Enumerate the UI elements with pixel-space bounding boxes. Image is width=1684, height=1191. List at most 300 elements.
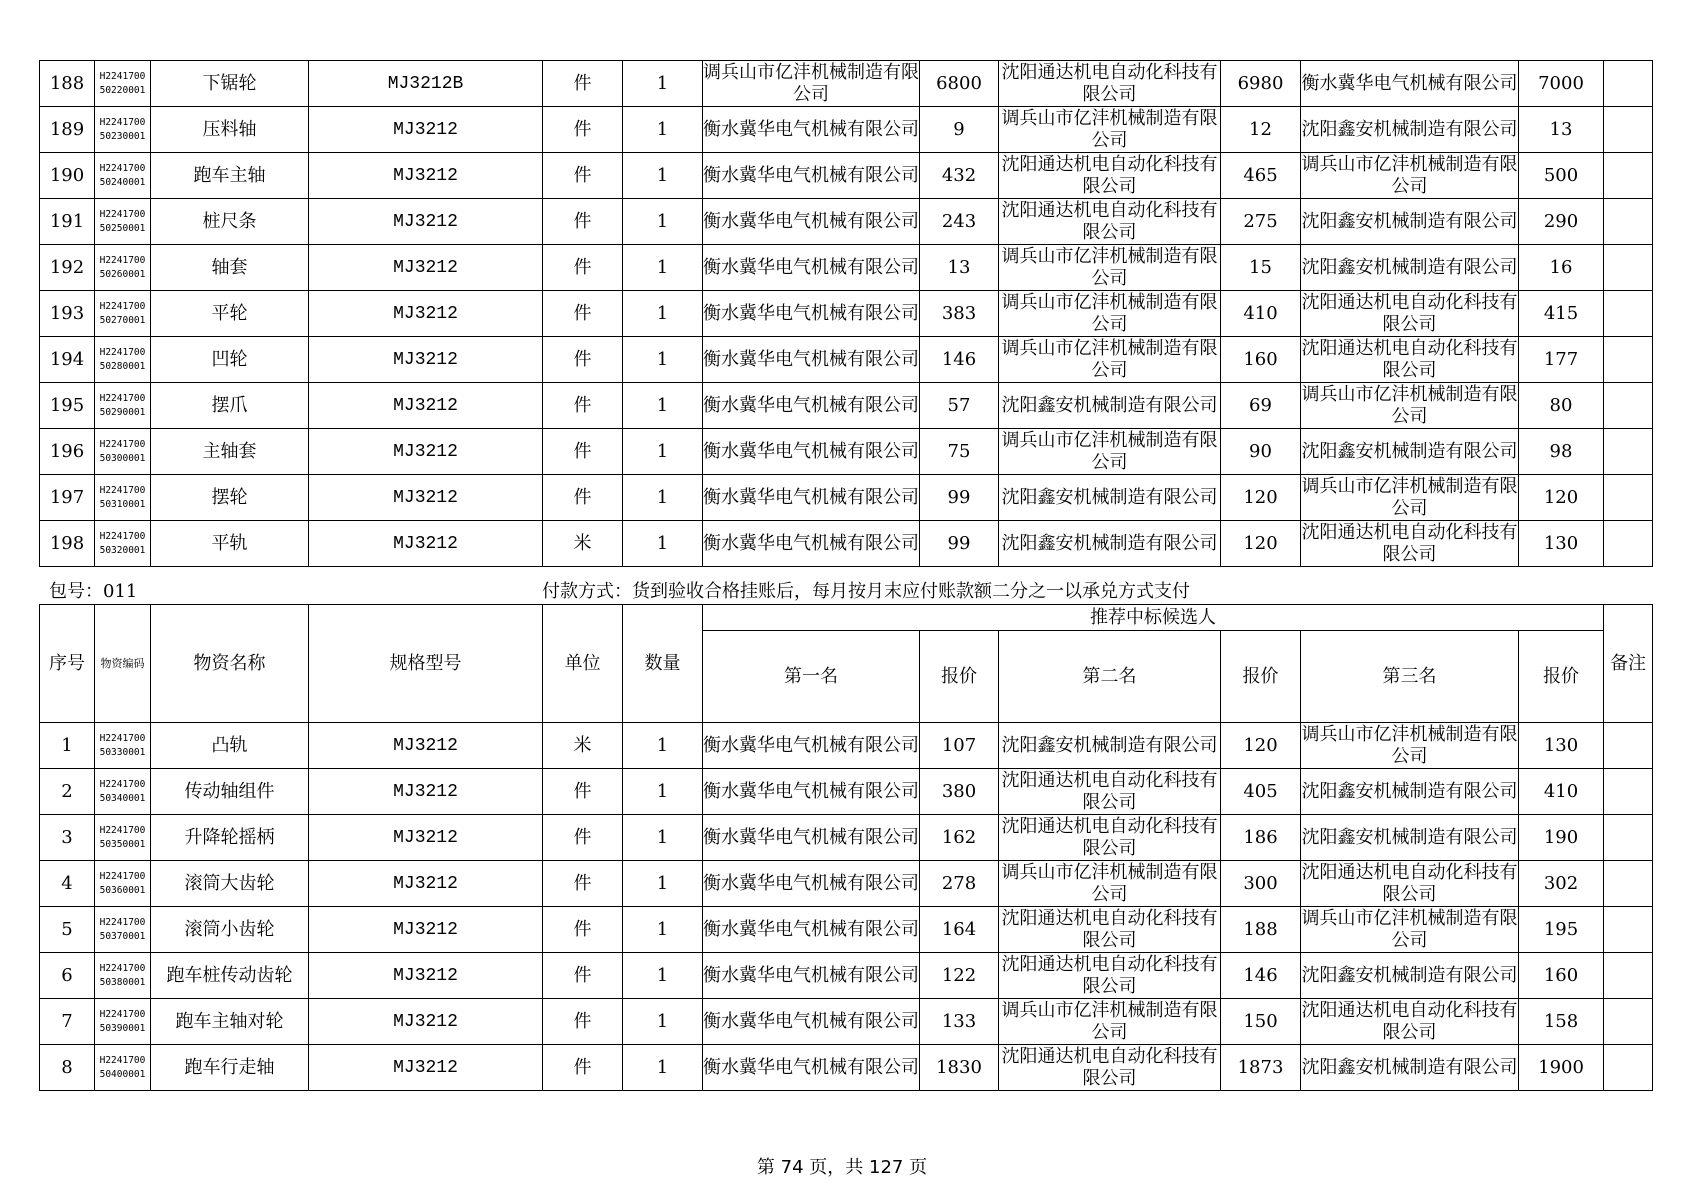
row-supplier-3: 沈阳鑫安机械制造有限公司 — [1301, 953, 1519, 999]
row-remark — [1604, 815, 1653, 861]
row-code-line: H2241700 — [99, 346, 146, 358]
row-price-2: 300 — [1221, 861, 1301, 907]
row-price-3: 130 — [1519, 521, 1604, 567]
row-code-line: H2241700 — [99, 870, 146, 882]
row-supplier-3: 沈阳鑫安机械制造有限公司 — [1301, 1045, 1519, 1091]
row-spec: MJ3212 — [309, 107, 543, 153]
row-no: 193 — [40, 291, 95, 337]
row-price-3: 290 — [1519, 199, 1604, 245]
row-supplier-3: 沈阳鑫安机械制造有限公司 — [1301, 199, 1519, 245]
row-price-1: 1830 — [920, 1045, 999, 1091]
table-row — [40, 383, 1653, 429]
row-supplier-3: 调兵山市亿沣机械制造有限公司 — [1301, 153, 1518, 197]
row-price-1: 243 — [920, 199, 999, 245]
table-row — [40, 815, 1653, 861]
row-price-1: 122 — [920, 953, 999, 999]
row-supplier-3: 沈阳通达机电自动化科技有限公司 — [1301, 861, 1518, 905]
table-row — [40, 521, 1653, 567]
row-code-line: 50330001 — [99, 746, 146, 758]
header-remark: 备注 — [1604, 605, 1653, 723]
row-code — [95, 383, 151, 429]
row-supplier-1: 衡水冀华电气机械有限公司 — [703, 383, 920, 429]
row-code-line: 50400001 — [99, 1068, 146, 1080]
row-code-line: 50220001 — [99, 84, 146, 96]
row-supplier-1: 衡水冀华电气机械有限公司 — [703, 907, 920, 953]
row-no: 4 — [40, 861, 95, 907]
row-code-line: H2241700 — [99, 824, 146, 836]
row-supplier-3: 沈阳鑫安机械制造有限公司 — [1301, 815, 1519, 861]
row-name: 凹轮 — [151, 337, 309, 383]
row-price-2: 120 — [1221, 521, 1301, 567]
row-code-line: 50290001 — [99, 406, 146, 418]
table-row — [40, 999, 1653, 1045]
package-info-row — [39, 581, 1652, 603]
row-name: 凸轨 — [151, 723, 309, 769]
row-code-line: H2241700 — [99, 162, 146, 174]
row-no: 191 — [40, 199, 95, 245]
row-spec: MJ3212 — [309, 475, 543, 521]
row-spec: MJ3212 — [309, 429, 543, 475]
row-code — [95, 475, 151, 521]
row-supplier-1: 衡水冀华电气机械有限公司 — [703, 107, 920, 153]
row-supplier-2: 沈阳通达机电自动化科技有限公司 — [999, 815, 1221, 861]
row-code-line: H2241700 — [99, 116, 146, 128]
row-remark — [1604, 61, 1653, 107]
row-price-2: 15 — [1221, 245, 1301, 291]
row-code-line: 50310001 — [99, 498, 146, 510]
row-code — [95, 953, 151, 999]
row-remark — [1604, 999, 1653, 1045]
row-supplier-2: 调兵山市亿沣机械制造有限公司 — [999, 861, 1221, 907]
row-supplier-1: 衡水冀华电气机械有限公司 — [703, 1045, 920, 1091]
row-price-1: 57 — [920, 383, 999, 429]
row-supplier-2: 沈阳通达机电自动化科技有限公司 — [999, 199, 1221, 245]
row-qty: 1 — [623, 153, 703, 199]
row-price-1: 6800 — [920, 61, 999, 107]
row-spec: MJ3212 — [309, 291, 543, 337]
row-qty: 1 — [623, 245, 703, 291]
table-row — [40, 107, 1653, 153]
row-supplier-2: 调兵山市亿沣机械制造有限公司 — [999, 245, 1221, 291]
row-supplier-2: 沈阳通达机电自动化科技有限公司 — [999, 61, 1221, 107]
row-spec: MJ3212 — [309, 815, 543, 861]
row-price-2: 188 — [1221, 907, 1301, 953]
bottom-table-body — [40, 605, 1653, 1091]
table-row — [40, 153, 1653, 199]
row-name: 桩尺条 — [151, 199, 309, 245]
header-second: 第二名 — [999, 631, 1221, 723]
row-no: 192 — [40, 245, 95, 291]
header-code: 物资编码 — [95, 605, 151, 723]
row-supplier-2: 调兵山市亿沣机械制造有限公司 — [999, 429, 1221, 475]
row-remark — [1604, 953, 1653, 999]
row-code — [95, 723, 151, 769]
row-supplier-2: 沈阳通达机电自动化科技有限公司 — [999, 769, 1221, 815]
row-code — [95, 815, 151, 861]
row-unit: 件 — [543, 107, 623, 153]
row-spec: MJ3212 — [309, 861, 543, 907]
header-qty: 数量 — [623, 605, 703, 723]
row-code-line: H2241700 — [99, 962, 146, 974]
row-code-line: H2241700 — [99, 916, 146, 928]
row-unit: 件 — [543, 61, 623, 107]
row-supplier-2: 调兵山市亿沣机械制造有限公司 — [999, 999, 1221, 1045]
row-spec: MJ3212 — [309, 383, 543, 429]
table-row — [40, 723, 1653, 769]
row-spec: MJ3212 — [309, 953, 543, 999]
row-unit: 件 — [543, 999, 623, 1045]
row-price-3: 500 — [1519, 153, 1604, 199]
row-supplier-3: 沈阳通达机电自动化科技有限公司 — [1301, 999, 1518, 1043]
row-code — [95, 769, 151, 815]
row-remark — [1604, 521, 1653, 567]
table-row — [40, 861, 1653, 907]
row-qty: 1 — [623, 475, 703, 521]
row-supplier-2: 沈阳鑫安机械制造有限公司 — [999, 383, 1221, 429]
row-code-line: H2241700 — [99, 300, 146, 312]
row-unit: 件 — [543, 1045, 623, 1091]
row-spec: MJ3212 — [309, 769, 543, 815]
row-price-2: 120 — [1221, 723, 1301, 769]
row-code — [95, 429, 151, 475]
row-qty: 1 — [623, 1045, 703, 1091]
row-remark — [1604, 291, 1653, 337]
row-supplier-1: 衡水冀华电气机械有限公司 — [703, 815, 920, 861]
row-code — [95, 521, 151, 567]
package-label: 包号：011 — [49, 581, 138, 602]
row-code-line: H2241700 — [99, 392, 146, 404]
row-spec: MJ3212 — [309, 999, 543, 1045]
row-code-line: 50350001 — [99, 838, 146, 850]
row-name: 滚筒小齿轮 — [151, 907, 309, 953]
row-price-3: 130 — [1519, 723, 1604, 769]
row-code-line: 50260001 — [99, 268, 146, 280]
row-price-2: 12 — [1221, 107, 1301, 153]
row-code-line: H2241700 — [99, 530, 146, 542]
row-supplier-1: 衡水冀华电气机械有限公司 — [703, 769, 920, 815]
row-code-line: H2241700 — [99, 254, 146, 266]
row-supplier-3: 沈阳通达机电自动化科技有限公司 — [1301, 521, 1518, 565]
row-unit: 件 — [543, 861, 623, 907]
row-supplier-2: 沈阳鑫安机械制造有限公司 — [999, 723, 1221, 769]
row-unit: 件 — [543, 769, 623, 815]
row-code-line: H2241700 — [99, 732, 146, 744]
row-remark — [1604, 429, 1653, 475]
row-code-line: 50270001 — [99, 314, 146, 326]
row-code-line: 50380001 — [99, 976, 146, 988]
row-price-2: 405 — [1221, 769, 1301, 815]
header-spec: 规格型号 — [309, 605, 543, 723]
row-no: 8 — [40, 1045, 95, 1091]
row-price-1: 9 — [920, 107, 999, 153]
row-supplier-3: 沈阳通达机电自动化科技有限公司 — [1301, 291, 1518, 335]
row-price-1: 432 — [920, 153, 999, 199]
row-qty: 1 — [623, 107, 703, 153]
row-price-3: 302 — [1519, 861, 1604, 907]
row-code-line: H2241700 — [99, 1054, 146, 1066]
row-name: 升降轮摇柄 — [151, 815, 309, 861]
row-qty: 1 — [623, 199, 703, 245]
row-supplier-2: 沈阳通达机电自动化科技有限公司 — [999, 953, 1221, 999]
row-price-1: 99 — [920, 521, 999, 567]
row-code-line: 50320001 — [99, 544, 146, 556]
header-recommend: 推荐中标候选人 — [703, 605, 1604, 631]
row-unit: 件 — [543, 953, 623, 999]
row-price-3: 195 — [1519, 907, 1604, 953]
row-qty: 1 — [623, 383, 703, 429]
row-spec: MJ3212 — [309, 153, 543, 199]
row-remark — [1604, 153, 1653, 199]
row-name: 跑车桩传动齿轮 — [151, 953, 309, 999]
row-no: 196 — [40, 429, 95, 475]
row-price-2: 90 — [1221, 429, 1301, 475]
table-row — [40, 245, 1653, 291]
row-supplier-2: 调兵山市亿沣机械制造有限公司 — [999, 291, 1221, 337]
row-price-3: 13 — [1519, 107, 1604, 153]
row-price-2: 410 — [1221, 291, 1301, 337]
row-supplier-2: 沈阳通达机电自动化科技有限公司 — [999, 1045, 1221, 1091]
row-code-line: 50370001 — [99, 930, 146, 942]
row-code-line: H2241700 — [99, 778, 146, 790]
row-unit: 米 — [543, 521, 623, 567]
row-price-3: 1900 — [1519, 1045, 1604, 1091]
row-qty: 1 — [623, 999, 703, 1045]
row-price-3: 120 — [1519, 475, 1604, 521]
row-price-2: 6980 — [1221, 61, 1301, 107]
row-remark — [1604, 907, 1653, 953]
row-code-line: 50360001 — [99, 884, 146, 896]
row-supplier-1: 衡水冀华电气机械有限公司 — [703, 337, 920, 383]
table-row — [40, 61, 1653, 107]
row-supplier-1: 衡水冀华电气机械有限公司 — [703, 723, 920, 769]
row-no: 188 — [40, 61, 95, 107]
row-unit: 件 — [543, 291, 623, 337]
top-table-body — [40, 61, 1653, 567]
row-price-1: 162 — [920, 815, 999, 861]
row-qty: 1 — [623, 429, 703, 475]
row-unit: 件 — [543, 815, 623, 861]
row-spec: MJ3212 — [309, 245, 543, 291]
row-code-line: 50280001 — [99, 360, 146, 372]
row-qty: 1 — [623, 953, 703, 999]
header-third: 第三名 — [1301, 631, 1519, 723]
row-name: 传动轴组件 — [151, 769, 309, 815]
row-code-line: H2241700 — [99, 484, 146, 496]
row-price-1: 380 — [920, 769, 999, 815]
row-code — [95, 61, 151, 107]
row-price-2: 160 — [1221, 337, 1301, 383]
row-qty: 1 — [623, 861, 703, 907]
row-price-3: 7000 — [1519, 61, 1604, 107]
row-remark — [1604, 861, 1653, 907]
row-supplier-1: 衡水冀华电气机械有限公司 — [703, 199, 920, 245]
row-price-1: 278 — [920, 861, 999, 907]
row-price-2: 146 — [1221, 953, 1301, 999]
header-price-1: 报价 — [920, 631, 999, 723]
row-qty: 1 — [623, 769, 703, 815]
row-no: 5 — [40, 907, 95, 953]
row-price-3: 160 — [1519, 953, 1604, 999]
row-code — [95, 199, 151, 245]
row-name: 压料轴 — [151, 107, 309, 153]
row-supplier-3: 衡水冀华电气机械有限公司 — [1301, 61, 1519, 107]
row-supplier-1: 衡水冀华电气机械有限公司 — [703, 953, 920, 999]
row-supplier-3: 沈阳鑫安机械制造有限公司 — [1301, 245, 1519, 291]
row-price-3: 177 — [1519, 337, 1604, 383]
row-name: 下锯轮 — [151, 61, 309, 107]
row-price-2: 150 — [1221, 999, 1301, 1045]
table-row — [40, 475, 1653, 521]
row-price-1: 75 — [920, 429, 999, 475]
row-remark — [1604, 769, 1653, 815]
row-spec: MJ3212 — [309, 199, 543, 245]
header-row-1 — [40, 605, 1653, 631]
row-name: 轴套 — [151, 245, 309, 291]
row-qty: 1 — [623, 337, 703, 383]
row-price-2: 120 — [1221, 475, 1301, 521]
row-supplier-2: 沈阳鑫安机械制造有限公司 — [999, 521, 1221, 567]
row-qty: 1 — [623, 521, 703, 567]
row-price-2: 186 — [1221, 815, 1301, 861]
row-price-1: 99 — [920, 475, 999, 521]
row-name: 滚筒大齿轮 — [151, 861, 309, 907]
row-code-line: H2241700 — [99, 70, 146, 82]
row-price-1: 164 — [920, 907, 999, 953]
table-row — [40, 429, 1653, 475]
row-unit: 件 — [543, 383, 623, 429]
row-supplier-1: 衡水冀华电气机械有限公司 — [703, 861, 920, 907]
row-supplier-1: 衡水冀华电气机械有限公司 — [703, 475, 920, 521]
row-unit: 件 — [543, 337, 623, 383]
row-no: 3 — [40, 815, 95, 861]
row-price-3: 158 — [1519, 999, 1604, 1045]
row-name: 主轴套 — [151, 429, 309, 475]
row-code-line: H2241700 — [99, 1008, 146, 1020]
row-code — [95, 999, 151, 1045]
row-spec: MJ3212 — [309, 723, 543, 769]
table-row — [40, 291, 1653, 337]
row-no: 6 — [40, 953, 95, 999]
table-row — [40, 1045, 1653, 1091]
table-row — [40, 337, 1653, 383]
row-supplier-1: 衡水冀华电气机械有限公司 — [703, 245, 920, 291]
row-supplier-2: 沈阳通达机电自动化科技有限公司 — [999, 153, 1221, 199]
header-first: 第一名 — [703, 631, 920, 723]
row-supplier-1: 衡水冀华电气机械有限公司 — [703, 521, 920, 567]
bottom-table — [39, 604, 1653, 1091]
row-code — [95, 153, 151, 199]
row-unit: 件 — [543, 475, 623, 521]
row-qty: 1 — [623, 723, 703, 769]
row-spec: MJ3212 — [309, 1045, 543, 1091]
row-no: 7 — [40, 999, 95, 1045]
row-no: 189 — [40, 107, 95, 153]
row-name: 摆爪 — [151, 383, 309, 429]
row-unit: 件 — [543, 153, 623, 199]
row-no: 194 — [40, 337, 95, 383]
row-price-3: 16 — [1519, 245, 1604, 291]
row-price-3: 410 — [1519, 769, 1604, 815]
row-supplier-2: 沈阳鑫安机械制造有限公司 — [999, 475, 1221, 521]
row-supplier-3: 调兵山市亿沣机械制造有限公司 — [1301, 475, 1518, 519]
row-unit: 件 — [543, 199, 623, 245]
row-spec: MJ3212 — [309, 521, 543, 567]
row-price-2: 465 — [1221, 153, 1301, 199]
row-price-3: 190 — [1519, 815, 1604, 861]
row-code — [95, 245, 151, 291]
row-supplier-3: 沈阳通达机电自动化科技有限公司 — [1301, 337, 1518, 381]
row-name: 跑车主轴 — [151, 153, 309, 199]
row-price-1: 383 — [920, 291, 999, 337]
header-unit: 单位 — [543, 605, 623, 723]
row-supplier-3: 沈阳鑫安机械制造有限公司 — [1301, 429, 1519, 475]
row-code — [95, 907, 151, 953]
row-qty: 1 — [623, 61, 703, 107]
row-price-1: 133 — [920, 999, 999, 1045]
row-remark — [1604, 199, 1653, 245]
row-remark — [1604, 1045, 1653, 1091]
row-remark — [1604, 107, 1653, 153]
row-code-line: H2241700 — [99, 208, 146, 220]
row-code-line: 50240001 — [99, 176, 146, 188]
row-remark — [1604, 383, 1653, 429]
row-price-1: 146 — [920, 337, 999, 383]
row-no: 195 — [40, 383, 95, 429]
row-remark — [1604, 475, 1653, 521]
header-name: 物资名称 — [151, 605, 309, 723]
row-supplier-1: 调兵山市亿沣机械制造有限公司 — [703, 61, 919, 105]
table-row — [40, 953, 1653, 999]
row-code-line: 50230001 — [99, 130, 146, 142]
row-code-line: 50300001 — [99, 452, 146, 464]
row-code — [95, 291, 151, 337]
row-code — [95, 337, 151, 383]
row-no: 197 — [40, 475, 95, 521]
row-supplier-3: 调兵山市亿沣机械制造有限公司 — [1301, 723, 1518, 767]
row-supplier-3: 调兵山市亿沣机械制造有限公司 — [1301, 383, 1518, 427]
row-price-3: 98 — [1519, 429, 1604, 475]
row-supplier-3: 调兵山市亿沣机械制造有限公司 — [1301, 907, 1518, 951]
row-no: 2 — [40, 769, 95, 815]
row-supplier-1: 衡水冀华电气机械有限公司 — [703, 153, 920, 199]
payment-terms: 付款方式：货到验收合格挂账后，每月按月末应付账款额二分之一以承兑方式支付 — [542, 581, 1190, 602]
header-price-3: 报价 — [1519, 631, 1604, 723]
row-price-2: 1873 — [1221, 1045, 1301, 1091]
header-no: 序号 — [40, 605, 95, 723]
row-no: 1 — [40, 723, 95, 769]
row-price-3: 415 — [1519, 291, 1604, 337]
row-code — [95, 861, 151, 907]
row-name: 跑车主轴对轮 — [151, 999, 309, 1045]
row-price-3: 80 — [1519, 383, 1604, 429]
row-no: 190 — [40, 153, 95, 199]
row-name: 跑车行走轴 — [151, 1045, 309, 1091]
row-spec: MJ3212 — [309, 907, 543, 953]
row-supplier-1: 衡水冀华电气机械有限公司 — [703, 999, 920, 1045]
row-qty: 1 — [623, 815, 703, 861]
table-row — [40, 769, 1653, 815]
row-code — [95, 1045, 151, 1091]
table-row — [40, 199, 1653, 245]
row-supplier-1: 衡水冀华电气机械有限公司 — [703, 291, 920, 337]
row-supplier-3: 沈阳鑫安机械制造有限公司 — [1301, 107, 1519, 153]
row-unit: 件 — [543, 245, 623, 291]
row-qty: 1 — [623, 907, 703, 953]
row-supplier-2: 调兵山市亿沣机械制造有限公司 — [999, 337, 1221, 383]
top-table — [39, 60, 1653, 567]
row-qty: 1 — [623, 291, 703, 337]
row-supplier-1: 衡水冀华电气机械有限公司 — [703, 429, 920, 475]
